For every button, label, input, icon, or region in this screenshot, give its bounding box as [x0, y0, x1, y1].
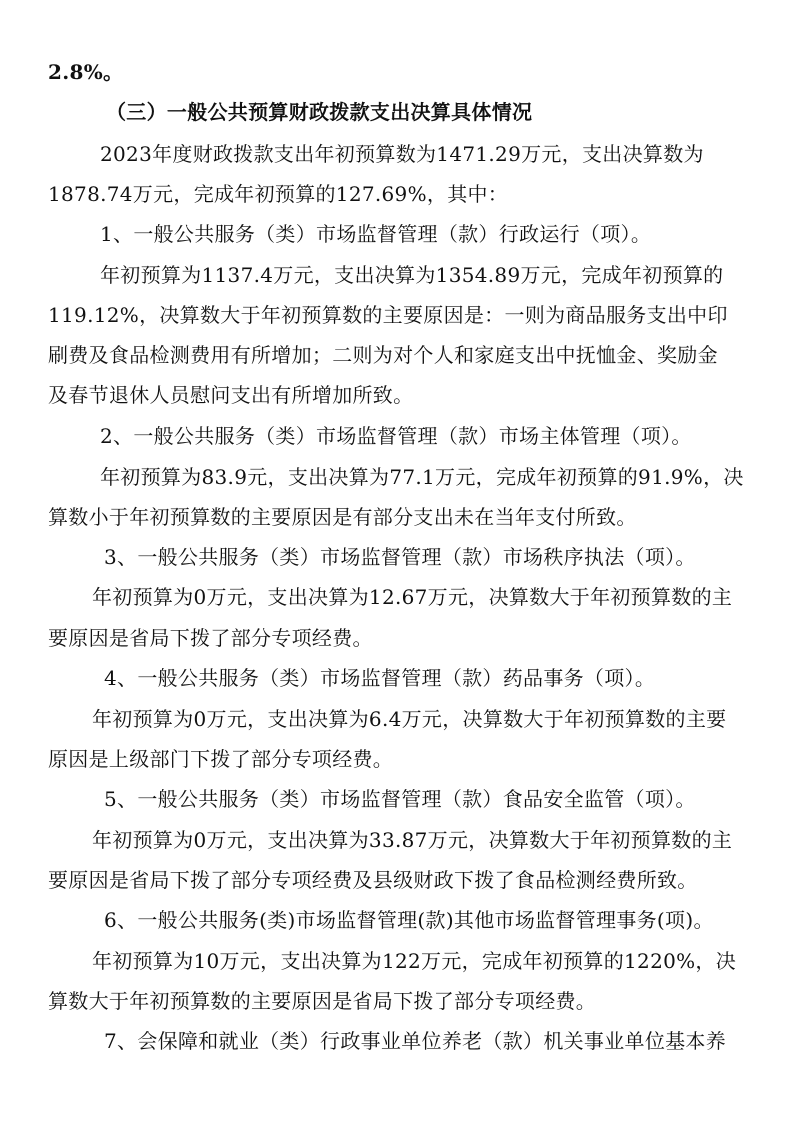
item-heading: 3、一般公共服务（类）市场监督管理（款）市场秩序执法（项）。 [104, 545, 696, 569]
text-line: 要原因是省局下拨了部分专项经费及县级财政下拨了食品检测经费所致。 [48, 868, 698, 892]
section-heading: （三）一般公共预算财政拨款支出决算具体情况 [106, 100, 533, 124]
text-line: 119.12%，决算数大于年初预算数的主要原因是：一则为商品服务支出中印 [48, 303, 728, 327]
item-heading: 7、会保障和就业（类）行政事业单位养老（款）机关事业单位基本养 [104, 1029, 727, 1053]
text-line: 年初预算为1137.4万元，支出决算为1354.89万元，完成年初预算的 [100, 263, 724, 287]
text-line: 原因是上级部门下拨了部分专项经费。 [48, 747, 394, 771]
text-line: 年初预算为0万元，支出决算为6.4万元，决算数大于年初预算数的主要 [92, 707, 727, 731]
text-line: 年初预算为10万元，支出决算为122万元，完成年初预算的1220%，决 [92, 949, 737, 973]
text-line: 2.8%。 [48, 60, 124, 84]
text-line: 2023年度财政拨款支出年初预算数为1471.29万元，支出决算数为 [100, 142, 704, 166]
text-line: 要原因是省局下拨了部分专项经费。 [48, 626, 373, 650]
item-heading: 5、一般公共服务（类）市场监督管理（款）食品安全监管（项）。 [104, 787, 696, 811]
item-heading: 6、一般公共服务(类)市场监督管理(款)其他市场监督管理事务(项)。 [104, 908, 714, 932]
text-line: 及春节退休人员慰问支出有所增加所致。 [48, 383, 414, 407]
item-heading: 4、一般公共服务（类）市场监督管理（款）药品事务（项）。 [104, 666, 656, 690]
text-line: 1878.74万元，完成年初预算的127.69%，其中： [48, 182, 509, 206]
item-heading: 2、一般公共服务（类）市场监督管理（款）市场主体管理（项）。 [100, 424, 692, 448]
text-line: 年初预算为83.9元，支出决算为77.1万元，完成年初预算的91.9%，决 [100, 465, 744, 489]
text-line: 年初预算为0万元，支出决算为33.87万元，决算数大于年初预算数的主 [92, 828, 733, 852]
text-line: 年初预算为0万元，支出决算为12.67万元，决算数大于年初预算数的主 [92, 585, 733, 609]
text-line: 算数小于年初预算数的主要原因是有部分支出未在当年支付所致。 [48, 505, 637, 529]
text-line: 算数大于年初预算数的主要原因是省局下拨了部分专项经费。 [48, 989, 597, 1013]
text-line: 刷费及食品检测费用有所增加；二则为对个人和家庭支出中抚恤金、奖励金 [48, 343, 718, 367]
item-heading: 1、一般公共服务（类）市场监督管理（款）行政运行（项）。 [100, 222, 652, 246]
